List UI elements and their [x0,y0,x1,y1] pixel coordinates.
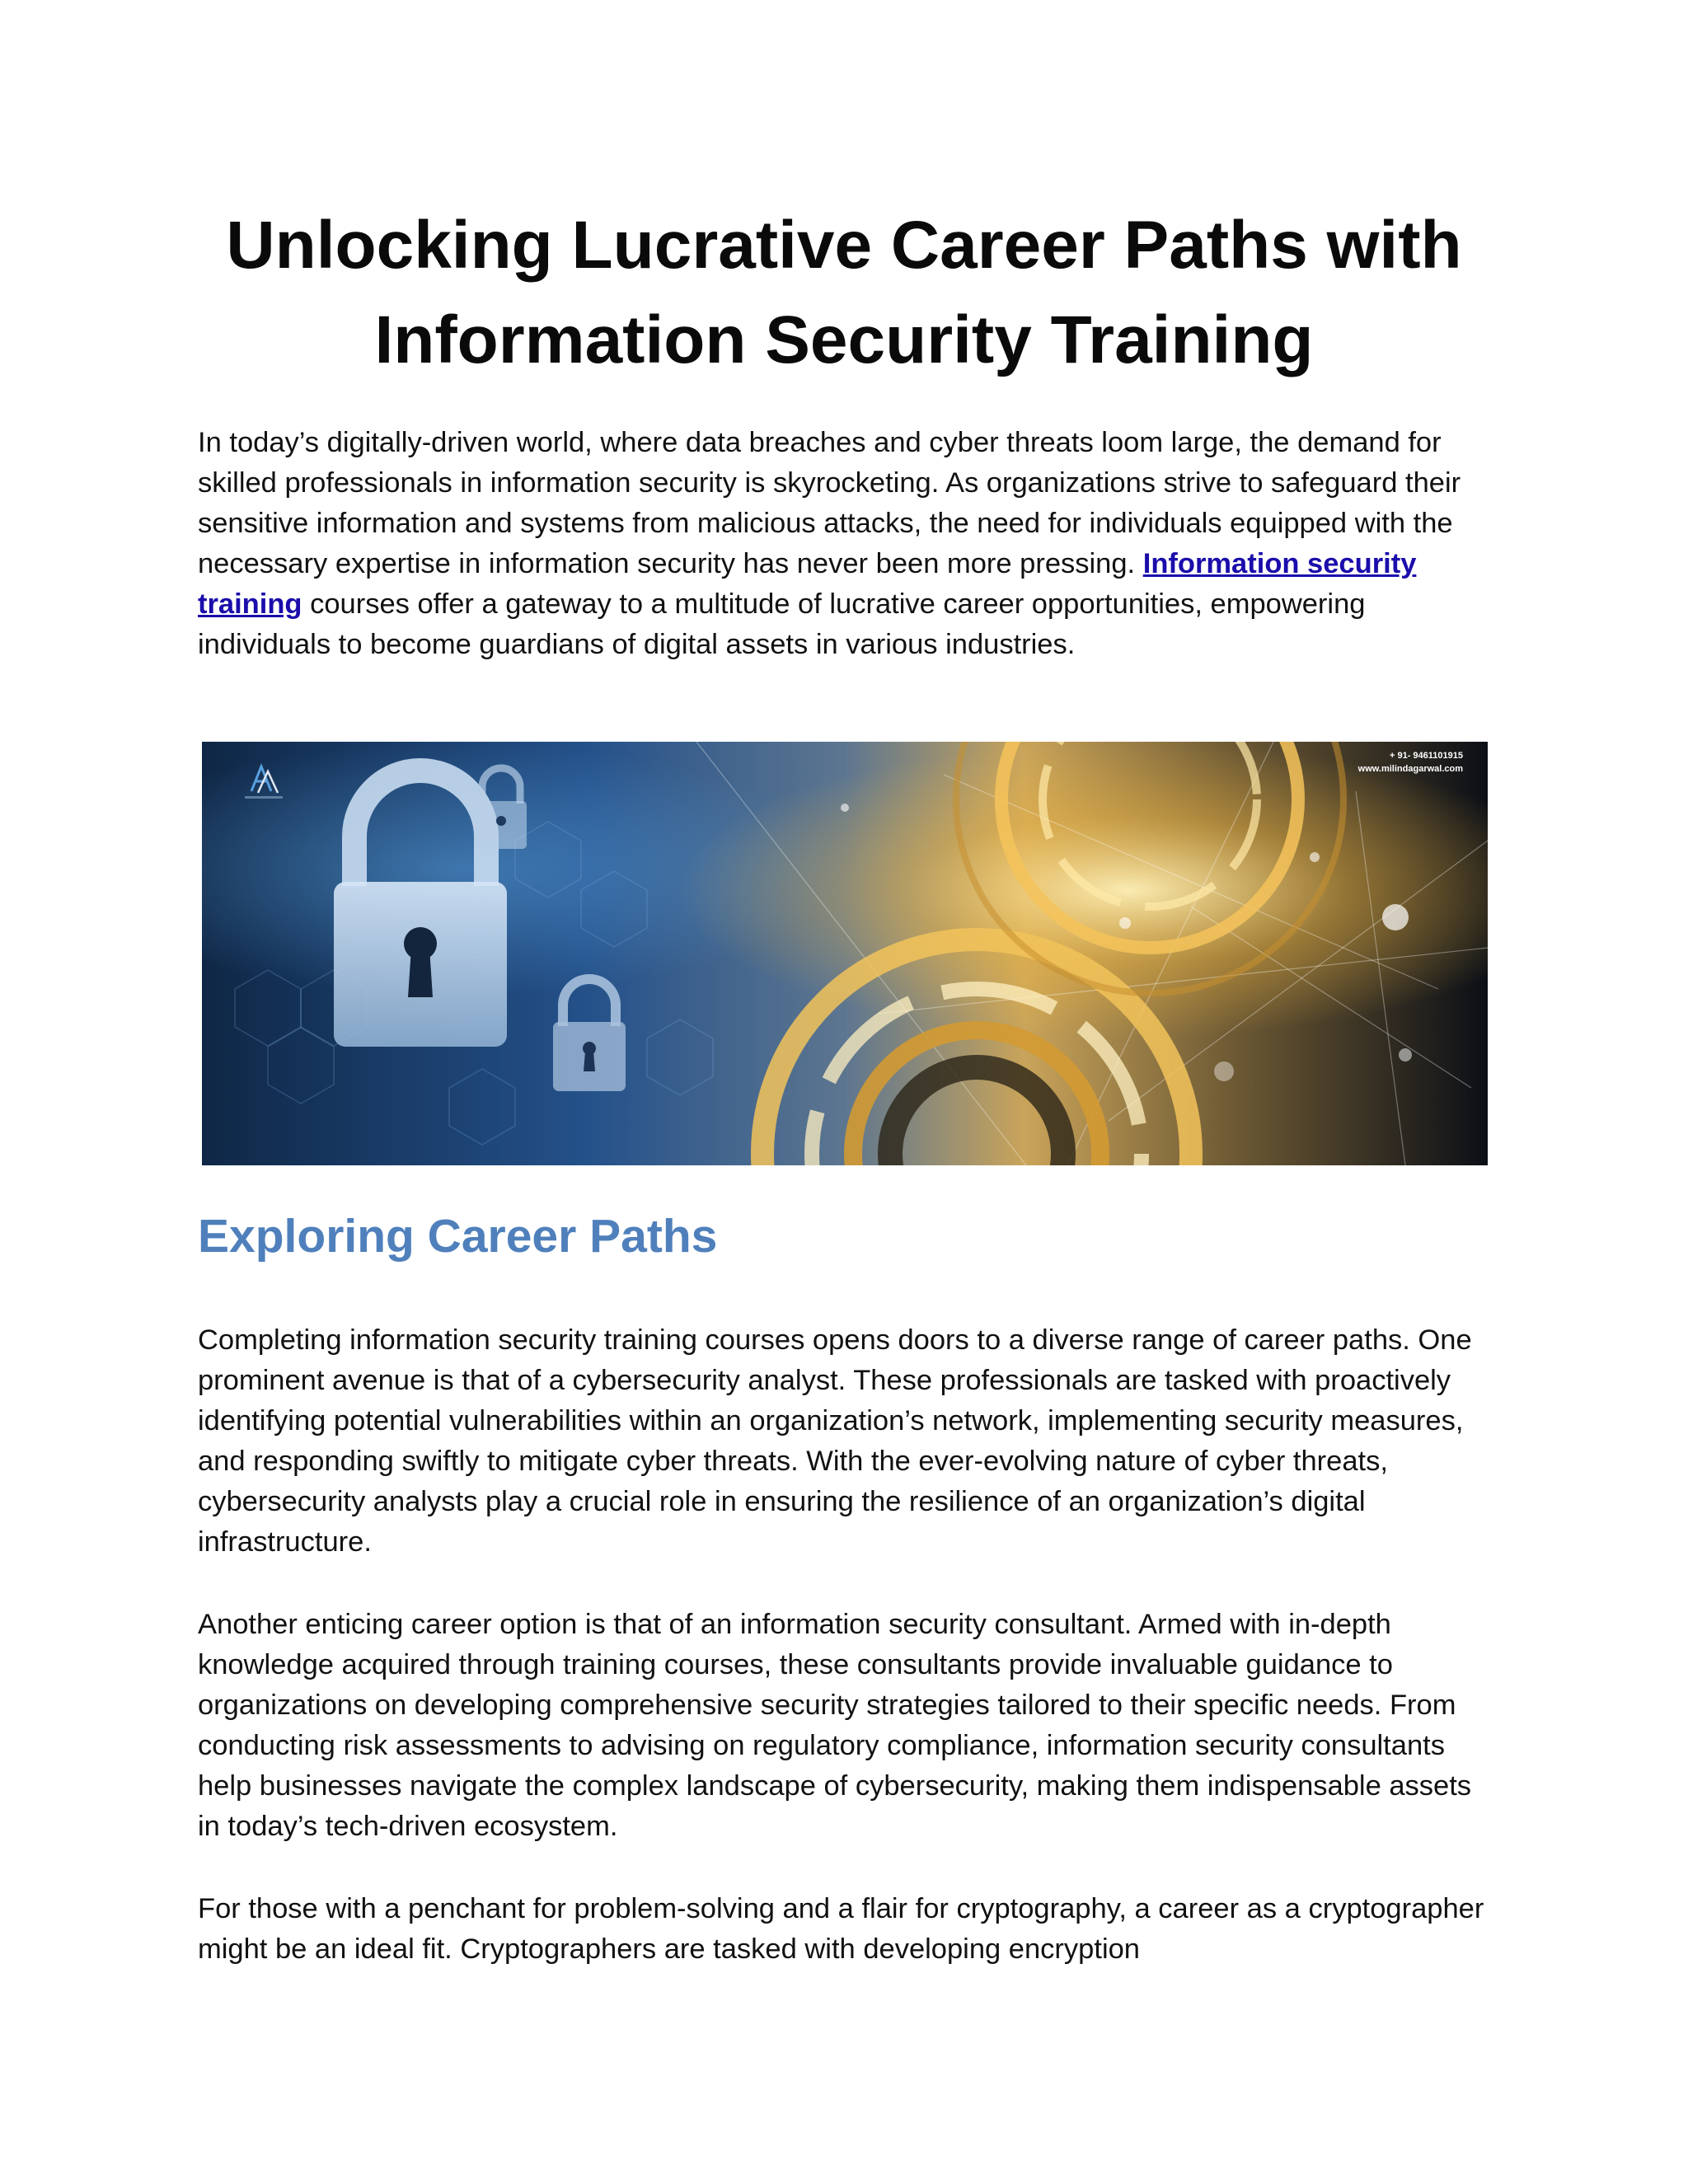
intro-text-after-link: courses offer a gateway to a multitude of lucrative career opportunities, empowering individuals to become guardians of digital assets in various industries. [198,588,1366,660]
career-consultant-paragraph: Another enticing career option is that of an information security consultant. Armed with in-depth knowledge acquired through training courses, these consultants provide invaluable guidance to organizations on developing comprehensive security strategies tailored to their specific needs. From conducting risk assessments to advising on regulatory compliance, information security consultants help businesses navigate the complex landscape of cybersecurity, making them indispensable assets in today’s tech-driven ecosystem. [198,1609,1472,1842]
article-title [148,198,1540,387]
title-line-2: Information Security Training [374,302,1314,377]
section-heading: Exploring Career Paths [198,1210,718,1263]
contact-phone: + 91- 9461101915 [1389,751,1463,761]
hero-image [202,742,1488,1165]
contact-website: www.milindagarwal.com [1357,764,1463,774]
career-analyst-paragraph: Completing information security training courses opens doors to a diverse range of career paths. One prominent avenue is that of a cybersecurity analyst. These professionals are tasked with proactively identifying potential vulnerabilities within an organization’s network, implementing security measures, and responding swiftly to mitigate cyber threats. With the ever-evolving nature of cyber threats, cybersecurity analysts play a crucial role in ensuring the resilience of an organization’s digital infrastructure. [198,1324,1472,1558]
cybersecurity-banner-graphic [202,742,1488,1165]
career-cryptographer-paragraph: For those with a penchant for problem-solving and a flair for cryptography, a career as a cryptographer might be an ideal fit. Cryptographers are tasked with developing encryption [198,1893,1484,1965]
intro-paragraph [198,423,1500,665]
title-line-1: Unlocking Lucrative Career Paths with [226,208,1462,283]
information-security-training-link[interactable]: Information security training [198,548,1417,620]
intro-text-before-link: In today’s digitally-driven world, where data breaches and cyber threats loom large, the demand for skilled professionals in information security is skyrocketing. As organizations strive to safeguard their sensitive information and systems from malicious attacks, the need for individuals equipped with the necessary expertise in information security has never been more pressing. [198,427,1461,579]
